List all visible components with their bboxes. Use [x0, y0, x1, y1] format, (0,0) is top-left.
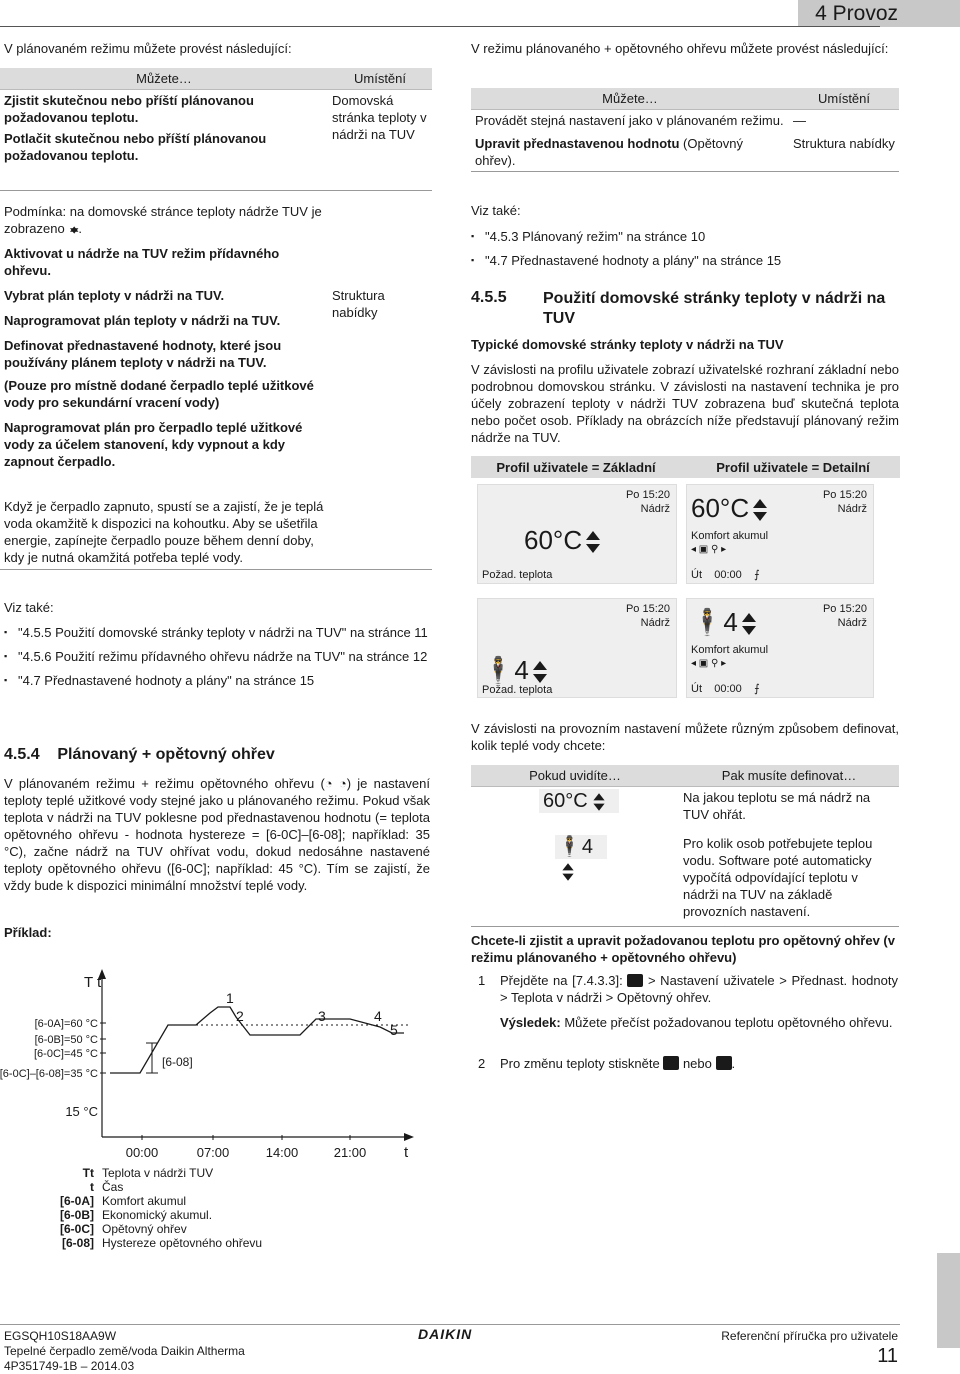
col-head-location: Umístění [328, 68, 432, 90]
col-head-define: Pak musíte definovat… [679, 765, 899, 787]
define-temp: Na jakou teplotu se má nádrž na TUV ohřát. [683, 790, 871, 822]
row-check-temp: Zjistit skutečnou nebo příští plánovanou požadovanou teplotu. [4, 93, 254, 125]
actions-table [0, 68, 432, 570]
section-heading: 4.5.5 Použití domovské stránky teploty v nádrži na TUV [471, 289, 886, 327]
see-also-label: Viz také: [471, 203, 521, 218]
profile-basic-label: Profil uživatele = Základní [496, 460, 656, 475]
para-define: V závislosti na provozním nastavení můžete různým způsobem definovat, kolik teplé vody chcete: [471, 721, 899, 753]
action-pump-note: (Pouze pro místně dodané čerpadlo teplé užitkové vody pro sekundární vracení vody) [4, 378, 314, 410]
y-tick-label: [6-0C]=45 °C [33, 1048, 98, 1060]
profile-header [471, 456, 900, 478]
condition-text: Podmínka: na domovské stránce teploty nádrže TUV je zobrazeno . [0, 191, 328, 240]
section-paragraph: V plánovaném režimu + režimu opětovného ohřevu (◔ ◔) je nastavení teploty teplé užitkové vody stejné jako u plánovaného režimu. Pokud však teplota v nádrži na TUV poklesne pod přednastavenou hodnotu (= teplota opětovného ohřevu - hodnota hystereze = [6-0C]–[6-08]; například: 35 °C), začne nádrž na TUV ohřívat vodu, dokud nedosáhne nastavené teploty opětovného ohřevu ([6-0C]; například: 45 °C). Tím se zajistí, že vždy bude k dispozici minimální množství teplé vody. [4, 776, 430, 893]
see-temp: 60°C [471, 787, 679, 834]
updown-icon[interactable] [742, 613, 756, 635]
page-number: 11 [877, 1345, 898, 1367]
temperature-value: 60°C [524, 525, 600, 555]
up-button-icon[interactable] [663, 1056, 679, 1070]
legend-value: Čas [102, 1180, 124, 1194]
legend-key: t [90, 1180, 94, 1194]
datetime: Po 15:20 Nádrž [625, 489, 670, 515]
y-tick-label: [6-0A]=60 °C [34, 1018, 98, 1030]
section-paragraph: V závislosti na profilu uživatele zobrazí uživatelské rozhraní základní nebo podrobnou domovskou stránku. V závislosti na nastavení technika je pro účely zobrazení teploty v nádrži TUV zobrazena buď skutečná teplota nebo počet osob. Příklady na obrázcích níže představují plánovaný režim nádrže na TUV. [471, 362, 899, 445]
x-tick-label: 00:00 [125, 1145, 159, 1160]
left-ref-list [4, 624, 430, 689]
left-see-also [4, 599, 430, 696]
event-marker-3: 3 [318, 1008, 326, 1024]
table-bottom-rule [471, 171, 899, 172]
legend-row [52, 1194, 266, 1208]
side-tab [937, 1253, 960, 1348]
datetime: Po 15:20 Nádrž [625, 603, 670, 629]
legend-row [52, 1166, 266, 1180]
x-axis-label: t [404, 1144, 409, 1161]
right-intro: V režimu plánovaného + opětovného ohřevu můžete provést následující: [471, 41, 889, 56]
ref-link[interactable]: ▪ "4.7 Přednastavené hodnoty a plány" na stránce 15 [4, 672, 430, 689]
legend-value: Opětovný ohřev [102, 1222, 187, 1236]
pump-explanation: Když je čerpadlo zapnuto, spustí se a zajistí, že je teplá voda okamžitě k dispozici na kohoutku. Aby se ušetřila energie, zapínejte čerpadlo pouze během denní doby, kdy je nutná okamžitá potřeba teplé vody. [4, 499, 324, 565]
home-screen-detail-persons [686, 598, 874, 698]
table-bottom-rule [471, 926, 899, 927]
persons-value: 🕴4 [691, 607, 756, 637]
col-head-can: Můžete… [0, 68, 328, 90]
datetime: Po 15:20 Nádrž [822, 603, 867, 629]
preset-label: Komfort akumul [691, 644, 769, 656]
x-tick-label: 21:00 [333, 1145, 367, 1160]
ref-link[interactable]: ▪ "4.5.3 Plánovaný režim" na stránce 10 [471, 228, 899, 245]
legend-key: [6-08] [61, 1236, 94, 1250]
y-tick-label: [6-0C]–[6-08]=35 °C [0, 1068, 98, 1080]
preset-label: Komfort akumul [691, 530, 769, 542]
row-adjust-preset: Upravit přednastavenou hodnotu (Opětovný ohřev). [475, 136, 743, 168]
y-tick-label: [6-0B]=50 °C [34, 1034, 98, 1046]
y-tick-label: 15 °C [65, 1104, 98, 1119]
legend-table [52, 1166, 266, 1250]
temperature-value: 60°C [691, 493, 767, 523]
chapter-title: 4 Provoz [815, 2, 898, 25]
event-marker-4: 4 [374, 1008, 382, 1024]
legend-value: Hystereze opětovného ohřevu [102, 1236, 263, 1250]
x-axis-arrow [404, 1133, 414, 1141]
header-rule [0, 26, 880, 27]
table-bottom-rule [0, 569, 432, 570]
footer-rule [0, 1324, 900, 1325]
action-program-plan: Naprogramovat plán teploty v nádrži na TUV. [4, 313, 281, 328]
if-you-see-table [471, 765, 899, 926]
temperature-curve [110, 1007, 404, 1073]
footer-left [4, 1329, 245, 1374]
legend-value: Komfort akumul [102, 1194, 187, 1208]
row-override-temp: Potlačit skutečnou nebo příští plánovanou požadovanou teplotu. [4, 131, 267, 163]
subheading: Typické domovské stránky teploty v nádrži na TUV [471, 337, 784, 352]
define-table [471, 765, 899, 927]
location-none: — [793, 113, 806, 128]
legend-row [52, 1208, 266, 1222]
legend-row [52, 1222, 266, 1236]
profile-detail-label: Profil uživatele = Detailní [716, 460, 870, 475]
mode-icons: ◂ ▣ ⚲ ▸ [691, 658, 727, 669]
legend-row [52, 1180, 266, 1194]
updown-icon[interactable] [533, 661, 547, 683]
left-column [4, 40, 432, 57]
reheat-actions-table [471, 88, 899, 171]
mode-icons: ◂ ▣ ⚲ ▸ [691, 544, 727, 555]
example-label: Příklad: [4, 925, 52, 940]
down-button-icon[interactable] [716, 1056, 732, 1070]
chart-legend [52, 1166, 412, 1250]
see-also-label: Viz také: [4, 600, 54, 615]
event-marker-1: 1 [226, 990, 234, 1006]
col-head-location: Umístění [789, 88, 899, 110]
legend-key: [6-0A] [59, 1194, 94, 1208]
location-menu: Struktura nabídky [332, 288, 385, 320]
section-454 [4, 745, 430, 941]
left-intro: V plánovaném režimu můžete provést následující: [4, 41, 292, 56]
product-name: Tepelné čerpadlo země/voda Daikin Altherma [4, 1344, 245, 1358]
ref-link[interactable]: ▪ "4.5.6 Použití režimu přídavného ohřevu nádrže na TUV" na stránce 12 [4, 648, 430, 665]
legend-key: Tt [82, 1166, 94, 1180]
action-presets: Definovat přednastavené hodnoty, které jsou používány plánem teploty v nádrži na TUV. [4, 338, 282, 370]
y-axis-label: T t [84, 974, 102, 991]
model-code: EGSQH10S18AA9W [4, 1329, 117, 1343]
x-tick-label: 14:00 [265, 1145, 299, 1160]
updown-icon [70, 226, 76, 233]
target-label: Požad. teplota [482, 684, 553, 696]
home-screen-basic-temp [477, 484, 677, 584]
updown-icon[interactable] [586, 531, 600, 553]
home-screen-basic-persons [477, 598, 677, 698]
section-heading: 4.5.4 Plánovaný + opětovný ohřev [4, 746, 275, 763]
howto-heading: Chcete-li zjistit a upravit požadovanou teplotu pro opětovný ohřev (v režimu plánovaného + opětovného ohřevu) [471, 933, 895, 965]
schedule-next: Út 00:00 ⨍ [691, 683, 760, 695]
target-label: Požad. teplota [482, 569, 553, 581]
person-icon: 🕴 [482, 655, 515, 685]
x-tick-label: 07:00 [196, 1145, 230, 1160]
step-1: 1 Přejděte na [7.4.3.3]: > Nastavení uživatele > Přednast. hodnoty > Teplota v nádrži > Opětovný ohřev. Výsledek: Můžete přečíst požadovanou teplotu opětovného ohřevu. [478, 973, 898, 1030]
legend-row [52, 1236, 266, 1250]
doc-code: 4P351749-1B – 2014.03 [4, 1359, 135, 1373]
location-menu: Struktura nabídky [793, 136, 895, 151]
hyst-label: [6-08] [162, 1055, 193, 1069]
right-column [471, 40, 899, 57]
action-pump-plan: Naprogramovat plán pro čerpadlo teplé užitkové vody za účelem stanovení, kdy vypnout a kdy zapnout čerpadlo. [4, 420, 303, 469]
col-head-can: Můžete… [471, 88, 789, 110]
updown-icon[interactable] [753, 499, 767, 521]
datetime: Po 15:20 Nádrž [822, 489, 867, 515]
home-screen-detail-temp [686, 484, 874, 584]
legend-value: Ekonomický akumul. [102, 1208, 213, 1222]
ref-link[interactable]: ▪ "4.7 Přednastavené hodnoty a plány" na stránce 15 [471, 252, 899, 269]
col-head-see: Pokud uvidíte… [471, 765, 679, 787]
action-boost: Aktivovat u nádrže na TUV režim přídavného ohřevu. [4, 246, 280, 278]
location-home: Domovská stránka teploty v nádrži na TUV [332, 93, 427, 142]
right-table [471, 88, 899, 172]
ref-link[interactable]: ▪ "4.5.5 Použití domovské stránky teploty v nádrži na TUV" na stránce 11 [4, 624, 430, 641]
right-ref-list [471, 228, 899, 269]
define-persons: Pro kolik osob potřebujete teplou vodu. Software poté automaticky vypočítá odpovídající teplotu v nádrži na TUV na základě provozních nastavení. [683, 836, 873, 919]
footer-ref: Referenční příručka pro uživatele [721, 1329, 898, 1343]
legend-value: Teplota v nádrži TUV [102, 1166, 214, 1180]
action-select-plan: Vybrat plán teploty v nádrži na TUV. [4, 288, 225, 303]
person-icon: 🕴 [691, 607, 724, 637]
legend-key: [6-0B] [59, 1208, 94, 1222]
schedule-next: Út 00:00 ⨍ [691, 569, 760, 581]
event-marker-5: 5 [390, 1022, 398, 1038]
row-same-settings: Provádět stejná nastavení jako v plánovaném režimu. [475, 113, 784, 128]
chapter-header [798, 0, 960, 27]
see-persons: 🕴4 [471, 833, 679, 926]
step-2: 2 Pro změnu teploty stiskněte nebo . [478, 1056, 736, 1071]
left-table [0, 68, 432, 570]
persons-value: 🕴4 [482, 655, 547, 685]
daikin-logo: DAIKIN [418, 1326, 473, 1342]
section-455 [471, 289, 899, 446]
reheat-chart [0, 965, 440, 1165]
menu-icon[interactable] [627, 974, 643, 987]
event-marker-2: 2 [236, 1008, 244, 1024]
legend-key: [6-0C] [59, 1222, 94, 1236]
right-see-also [471, 202, 899, 276]
